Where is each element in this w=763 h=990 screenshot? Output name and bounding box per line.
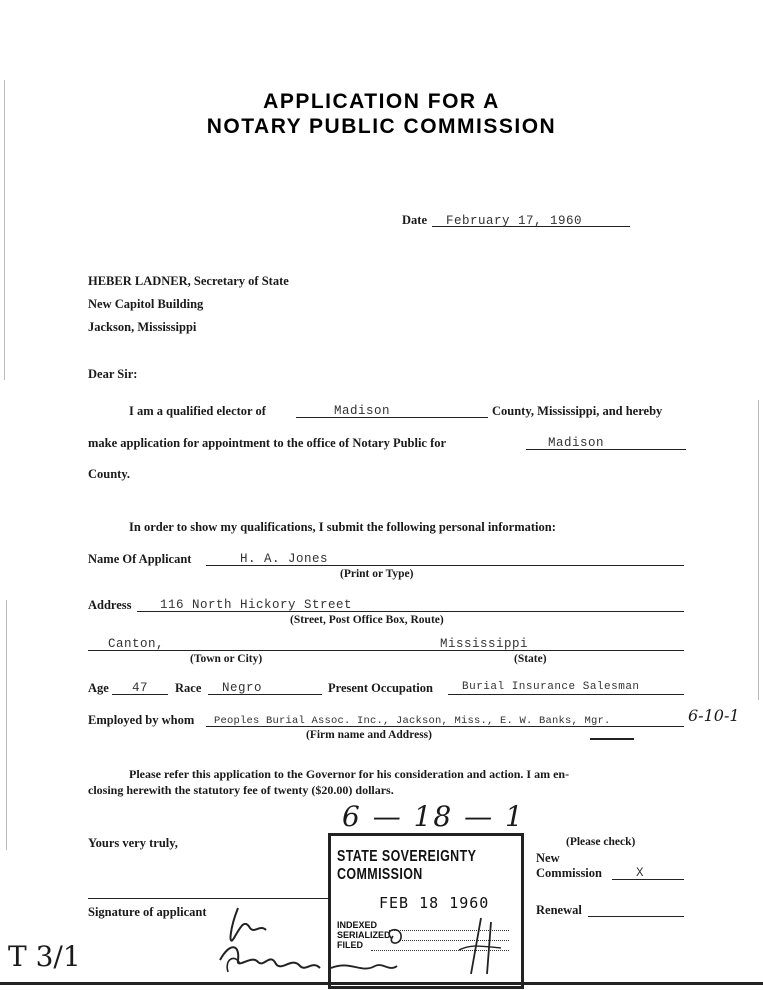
closing: Yours very truly, bbox=[88, 836, 178, 850]
form-title-line1: APPLICATION FOR A bbox=[263, 90, 500, 113]
employer-caption: (Firm name and Address) bbox=[306, 729, 432, 741]
paragraph3-line1: Please refer this application to the Governor for his consideration and action. I am en- bbox=[129, 767, 570, 781]
state-value: Mississippi bbox=[440, 637, 529, 651]
handwritten-signature bbox=[200, 898, 335, 978]
state-caption: (State) bbox=[514, 653, 547, 665]
county-value: Madison bbox=[334, 404, 391, 418]
check-header: (Please check) bbox=[566, 836, 636, 848]
paragraph1-part4: County. bbox=[88, 467, 131, 481]
salutation: Dear Sir: bbox=[88, 367, 138, 381]
stamp-indexed: INDEXED bbox=[337, 920, 378, 930]
addressee-line2: New Capitol Building bbox=[88, 297, 204, 311]
paragraph1-part3: make application for appointment to the office of Notary Public for bbox=[88, 436, 447, 450]
date-value: February 17, 1960 bbox=[446, 214, 583, 228]
stamp-handwritten-number: 6 — 18 — 1 bbox=[342, 800, 525, 833]
commission-line bbox=[612, 879, 684, 880]
race-label: Race bbox=[175, 681, 202, 695]
address-caption: (Street, Post Office Box, Route) bbox=[290, 614, 444, 626]
signature-label: Signature of applicant bbox=[88, 905, 207, 919]
name-label: Name Of Applicant bbox=[88, 552, 192, 566]
renewal-label: Renewal bbox=[536, 903, 582, 917]
addressee-line3: Jackson, Mississippi bbox=[88, 320, 197, 334]
stamp-serialized: SERIALIZED bbox=[337, 930, 391, 940]
employer-label: Employed by whom bbox=[88, 713, 195, 727]
paragraph3-line2: closing herewith the statutory fee of twenty ($20.00) dollars. bbox=[88, 783, 394, 797]
town-caption: (Town or City) bbox=[190, 653, 263, 665]
commission-mark: X bbox=[636, 866, 645, 880]
race-value: Negro bbox=[222, 681, 263, 695]
occupation-label: Present Occupation bbox=[328, 681, 433, 695]
town-state-line bbox=[88, 650, 684, 651]
age-value: 47 bbox=[132, 681, 149, 695]
stamp-initials-scrawl bbox=[331, 916, 515, 978]
new-label: New bbox=[536, 851, 560, 865]
address-value: 116 North Hickory Street bbox=[160, 598, 353, 612]
paragraph1-part1: I am a qualified elector of bbox=[129, 404, 266, 418]
paragraph2: In order to show my qualifications, I submit the following personal information: bbox=[129, 520, 556, 534]
address-label: Address bbox=[88, 598, 132, 612]
employer-value: Peoples Burial Assoc. Inc., Jackson, Miss., E. W. Banks, Mgr. bbox=[214, 715, 611, 727]
name-value: H. A. Jones bbox=[240, 552, 329, 566]
bottom-scan-border bbox=[0, 982, 763, 985]
county-line bbox=[296, 417, 488, 418]
date-label: Date bbox=[402, 213, 427, 227]
name-caption: (Print or Type) bbox=[340, 568, 414, 580]
renewal-line bbox=[588, 916, 684, 917]
stamp-date: FEB 18 1960 bbox=[379, 894, 490, 912]
commission-label: Commission bbox=[536, 866, 602, 880]
employer-handwritten-stroke bbox=[590, 738, 634, 740]
scan-artifact bbox=[758, 400, 759, 700]
age-label: Age bbox=[88, 681, 109, 695]
occupation-value: Burial Insurance Salesman bbox=[462, 681, 640, 693]
county2-value: Madison bbox=[548, 436, 605, 450]
occupation-line bbox=[448, 694, 684, 695]
sovereignty-commission-stamp bbox=[328, 833, 524, 989]
stamp-filed: FILED bbox=[337, 940, 363, 950]
town-value: Canton, bbox=[108, 637, 165, 651]
scan-artifact bbox=[6, 600, 7, 850]
stamp-heading: STATE SOVEREIGNTY COMMISSION bbox=[337, 848, 477, 883]
margin-handwritten-note: T 3/1 bbox=[8, 940, 81, 973]
addressee-line1: HEBER LADNER, Secretary of State bbox=[88, 274, 289, 288]
employer-handwritten-note: 6-10-1 bbox=[688, 706, 740, 725]
paragraph1-part2: County, Mississippi, and hereby bbox=[492, 404, 663, 418]
form-title-line2: NOTARY PUBLIC COMMISSION bbox=[206, 115, 557, 138]
